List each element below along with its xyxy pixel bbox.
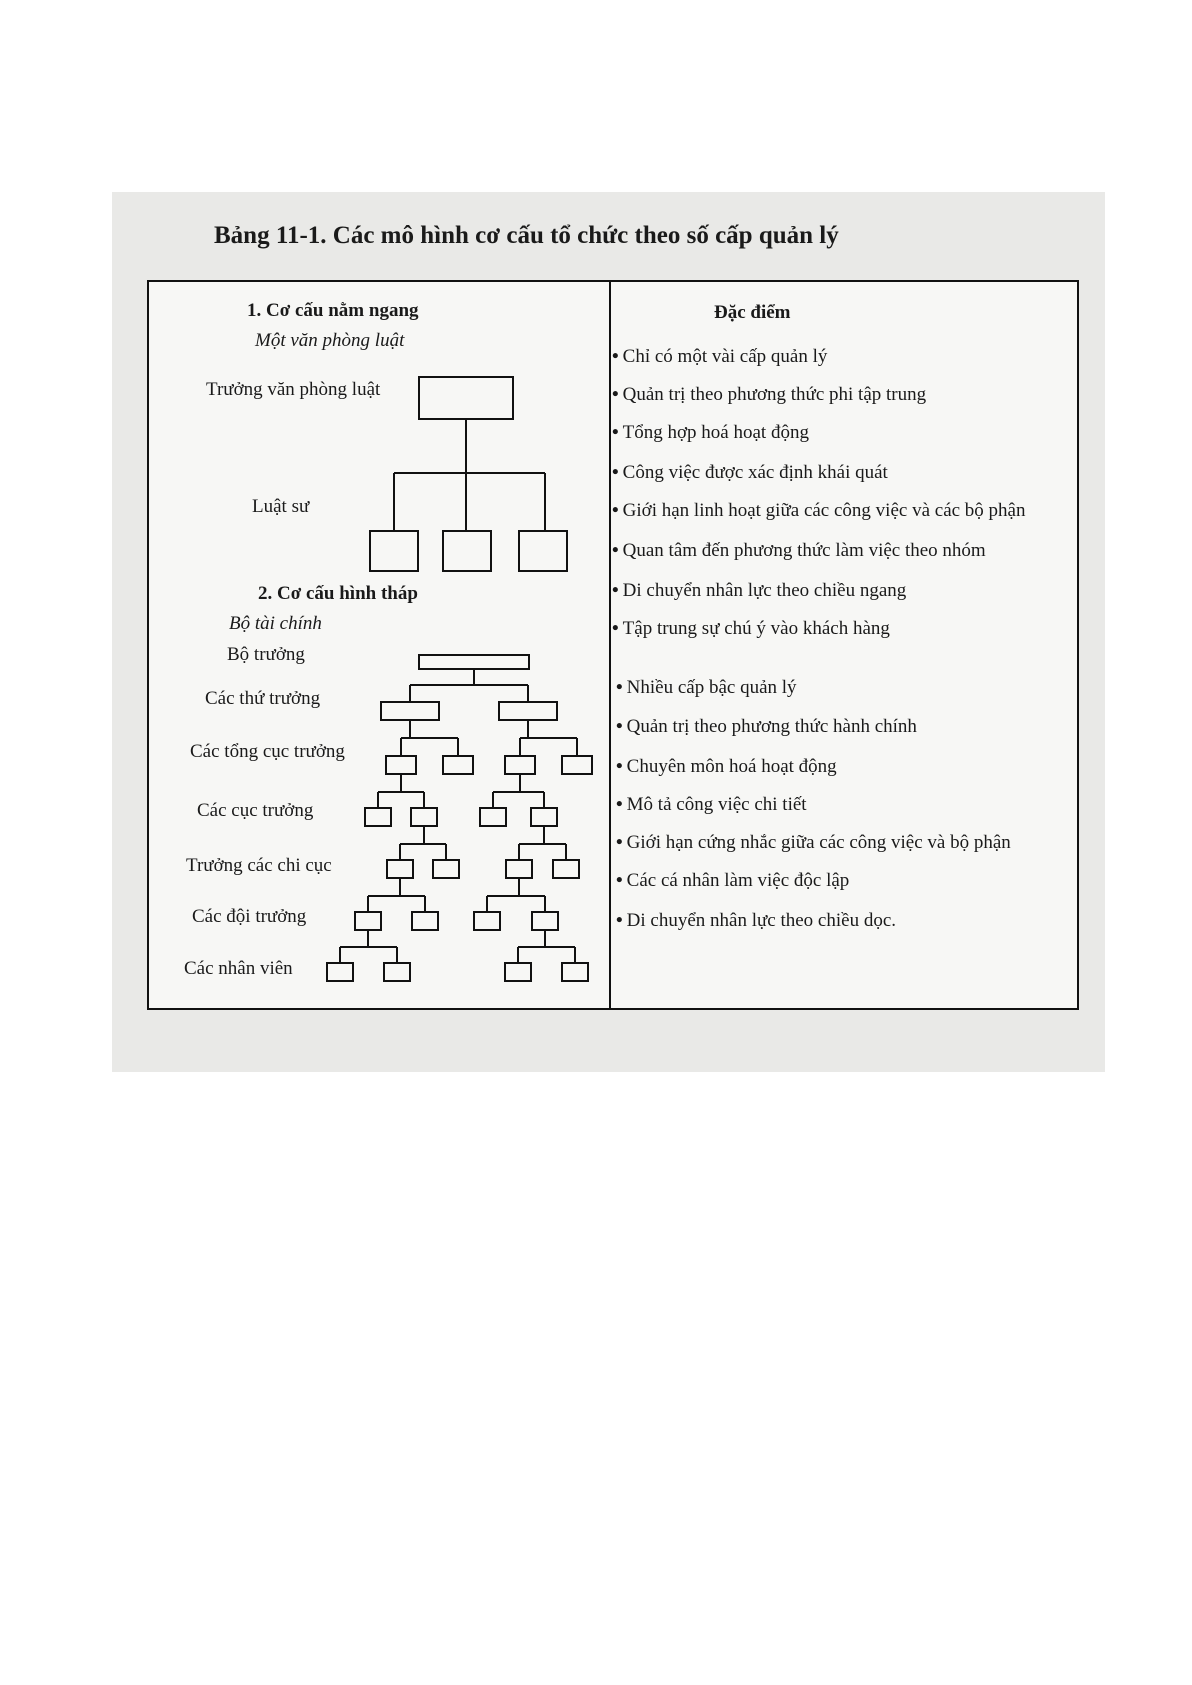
tall-org-chart bbox=[327, 655, 592, 981]
flat-level-label: Luật sư bbox=[252, 496, 310, 517]
bullet-icon: • bbox=[616, 756, 623, 777]
tall-characteristic-text: Nhiều cấp bậc quản lý bbox=[626, 677, 797, 698]
bullet-icon: • bbox=[612, 580, 619, 601]
bullet-icon: • bbox=[612, 500, 619, 521]
bullet-icon: • bbox=[612, 618, 619, 639]
department-head-box bbox=[480, 808, 506, 826]
tall-level-label: Các tổng cục trưởng bbox=[190, 741, 345, 762]
law-office-head-box bbox=[419, 377, 513, 419]
tall-characteristic-text: Di chuyển nhân lực theo chiều dọc. bbox=[626, 910, 897, 931]
branch-head-box bbox=[387, 860, 413, 878]
department-head-box bbox=[531, 808, 557, 826]
bullet-icon: • bbox=[616, 870, 623, 891]
tall-level-label: Bộ trưởng bbox=[227, 644, 305, 665]
tall-characteristic-text: Chuyên môn hoá hoạt động bbox=[626, 756, 837, 777]
bullet-icon: • bbox=[616, 910, 623, 931]
general-department-head-box bbox=[562, 756, 592, 774]
general-department-head-box bbox=[443, 756, 473, 774]
bullet-icon: • bbox=[612, 540, 619, 561]
flat-characteristic-text: Quan tâm đến phương thức làm việc theo nhóm bbox=[622, 540, 986, 561]
tall-level-label: Trưởng các chi cục bbox=[186, 855, 332, 876]
characteristics-heading: Đặc điểm bbox=[714, 302, 791, 323]
staff-box bbox=[505, 963, 531, 981]
lawyer-box bbox=[370, 531, 418, 571]
flat-structure-subtitle: Một văn phòng luật bbox=[255, 330, 405, 351]
tall-level-label: Các đội trưởng bbox=[192, 906, 307, 927]
flat-characteristic-text: Tổng hợp hoá hoạt động bbox=[622, 422, 809, 443]
staff-box bbox=[562, 963, 588, 981]
tall-characteristic-text: Quản trị theo phương thức hành chính bbox=[626, 716, 917, 737]
bullet-icon: • bbox=[612, 422, 619, 443]
staff-box bbox=[327, 963, 353, 981]
branch-head-box bbox=[553, 860, 579, 878]
flat-level-label: Trưởng văn phòng luật bbox=[206, 379, 381, 400]
bullet-icon: • bbox=[612, 384, 619, 405]
tall-level-label: Các thứ trưởng bbox=[205, 688, 321, 709]
tall-characteristic-text: Mô tả công việc chi tiết bbox=[626, 794, 807, 815]
team-leader-box bbox=[412, 912, 438, 930]
team-leader-box bbox=[474, 912, 500, 930]
bullet-icon: • bbox=[616, 716, 623, 737]
department-head-box bbox=[411, 808, 437, 826]
team-leader-box bbox=[355, 912, 381, 930]
bullet-icon: • bbox=[616, 832, 623, 853]
lawyer-box bbox=[443, 531, 491, 571]
team-leader-box bbox=[532, 912, 558, 930]
staff-box bbox=[384, 963, 410, 981]
minister-box bbox=[419, 655, 529, 669]
flat-structure-heading: 1. Cơ cấu nằm ngang bbox=[247, 300, 419, 321]
tall-structure-heading: 2. Cơ cấu hình tháp bbox=[258, 583, 418, 604]
department-head-box bbox=[365, 808, 391, 826]
deputy-minister-box bbox=[381, 702, 439, 720]
flat-characteristic-text: Di chuyển nhân lực theo chiều ngang bbox=[622, 580, 907, 601]
flat-characteristic-text: Công việc được xác định khái quát bbox=[622, 462, 888, 483]
flat-characteristic-text: Tập trung sự chú ý vào khách hàng bbox=[622, 618, 890, 639]
bullet-icon: • bbox=[612, 346, 619, 367]
flat-characteristic-text: Giới hạn linh hoạt giữa các công việc và các bộ phận bbox=[622, 500, 1026, 521]
table-title: Bảng 11-1. Các mô hình cơ cấu tổ chức theo số cấp quản lý bbox=[214, 222, 839, 249]
branch-head-box bbox=[506, 860, 532, 878]
tall-structure-subtitle: Bộ tài chính bbox=[229, 613, 322, 634]
tall-level-label: Các nhân viên bbox=[184, 958, 293, 979]
tall-level-label: Các cục trưởng bbox=[197, 800, 314, 821]
flat-characteristic-text: Chỉ có một vài cấp quản lý bbox=[622, 346, 828, 367]
flat-characteristic-text: Quản trị theo phương thức phi tập trung bbox=[622, 384, 927, 405]
bullet-icon: • bbox=[616, 794, 623, 815]
general-department-head-box bbox=[386, 756, 416, 774]
bullet-icon: • bbox=[616, 677, 623, 698]
tall-characteristic-text: Các cá nhân làm việc độc lập bbox=[626, 870, 850, 891]
lawyer-box bbox=[519, 531, 567, 571]
bullet-icon: • bbox=[612, 462, 619, 483]
deputy-minister-box bbox=[499, 702, 557, 720]
tall-characteristic-text: Giới hạn cứng nhắc giữa các công việc và bộ phận bbox=[626, 832, 1011, 853]
general-department-head-box bbox=[505, 756, 535, 774]
branch-head-box bbox=[433, 860, 459, 878]
flat-org-chart bbox=[370, 377, 567, 571]
